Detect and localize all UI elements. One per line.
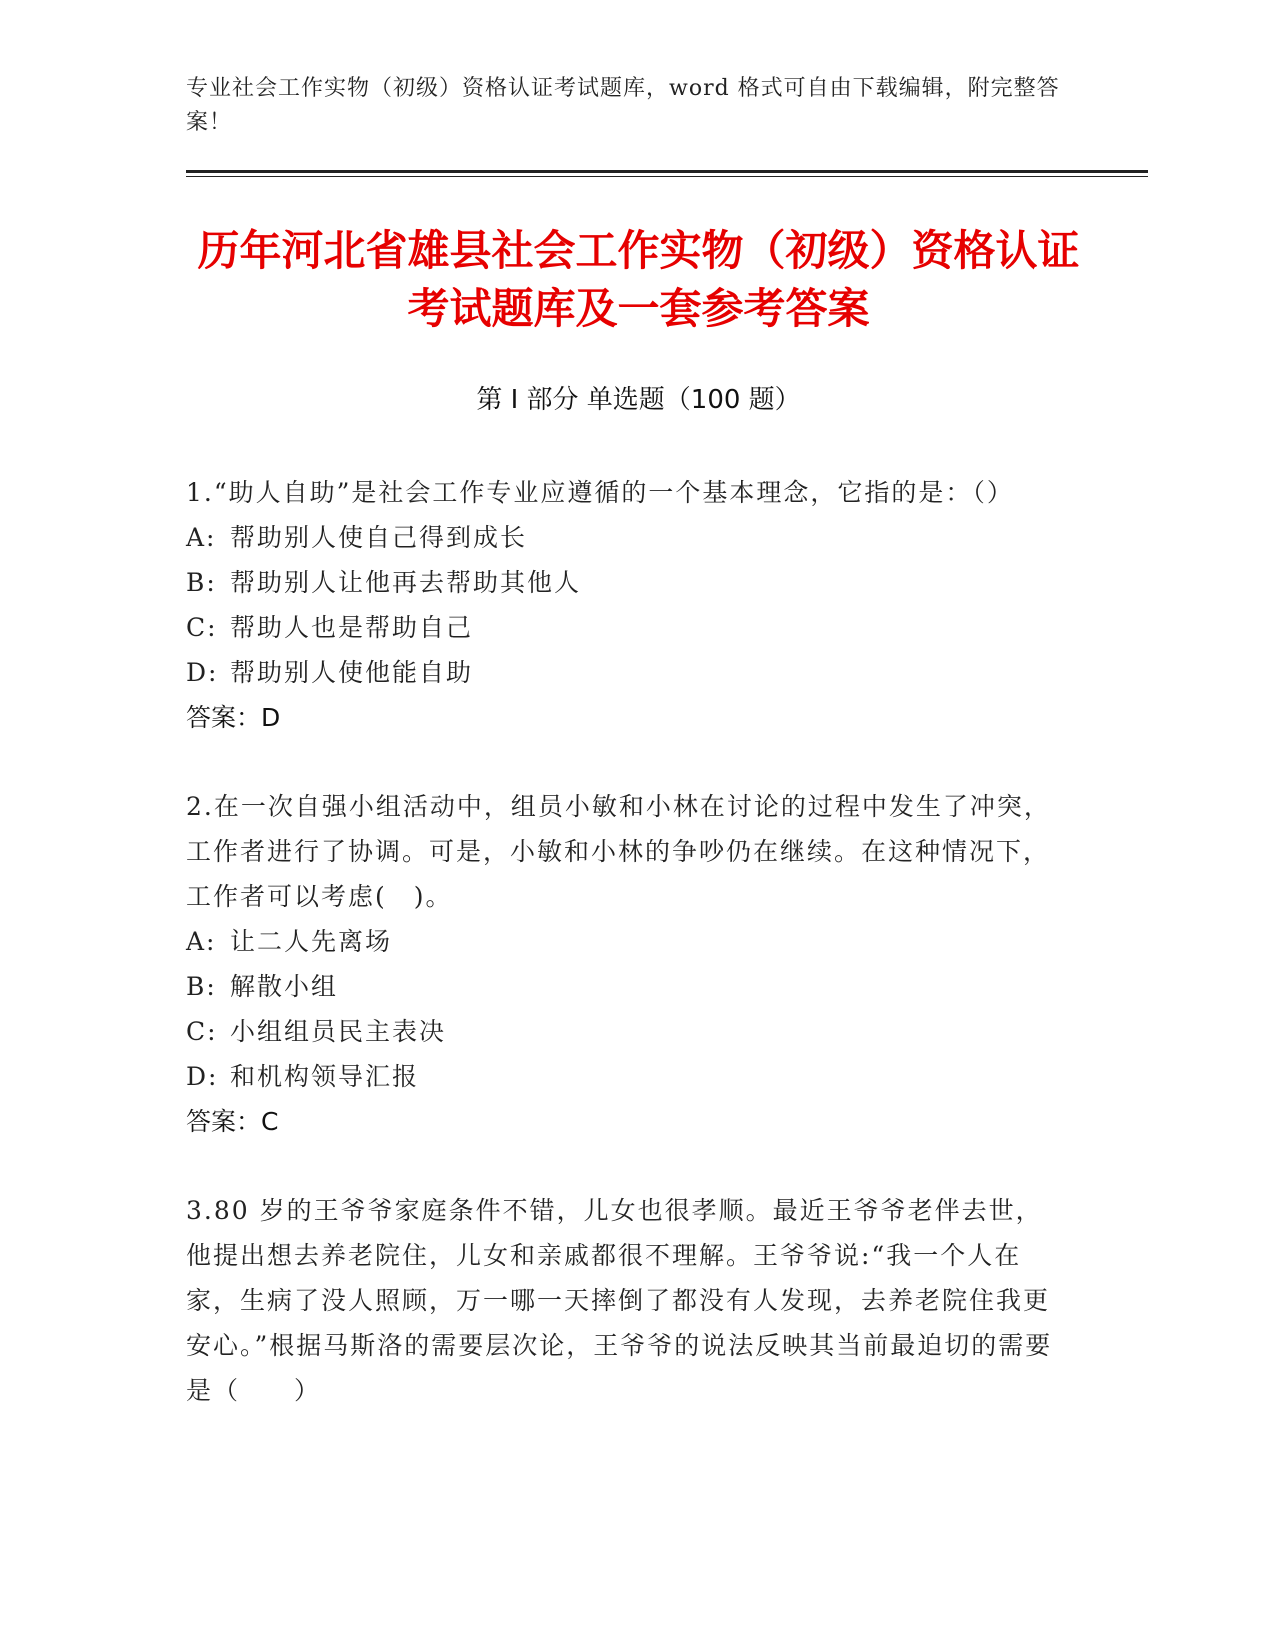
option-b xyxy=(186,964,1066,1009)
option-key: D: xyxy=(186,658,219,687)
question-stem: 2.在一次自强小组活动中，组员小敏和小林在讨论的过程中发生了冲突，工作者进行了协调。可是，小敏和小林的争吵仍在继续。在这种情况下，工作者可以考虑( )。 xyxy=(186,792,1051,911)
option-d xyxy=(186,650,1066,695)
answer-line: 答案：C xyxy=(186,1107,279,1136)
option-text: 解散小组 xyxy=(230,972,339,1001)
option-key: B: xyxy=(186,972,217,1001)
option-text: 让二人先离场 xyxy=(230,927,393,956)
header-rule-thick xyxy=(186,170,1148,173)
header-note: 专业社会工作实物（初级）资格认证考试题库，word 格式可自由下载编辑，附完整答案！ xyxy=(186,76,1060,135)
question-2 xyxy=(186,784,1066,1144)
question-3 xyxy=(186,1188,1066,1413)
document-title: 历年河北省雄县社会工作实物（初级）资格认证考试题库及一套参考答案 xyxy=(197,226,1080,333)
option-text: 帮助别人使自己得到成长 xyxy=(230,523,528,552)
option-d xyxy=(186,1054,1066,1099)
header-rule-thin xyxy=(186,176,1148,177)
option-key: D: xyxy=(186,1062,219,1091)
option-text: 帮助人也是帮助自己 xyxy=(230,613,474,642)
option-c xyxy=(186,605,1066,650)
option-key: C: xyxy=(186,1017,218,1046)
question-list xyxy=(186,470,1066,1457)
answer-line: 答案：D xyxy=(186,703,281,732)
option-a xyxy=(186,515,1066,560)
option-a xyxy=(186,919,1066,964)
option-text: 帮助别人让他再去帮助其他人 xyxy=(230,568,582,597)
option-key: A: xyxy=(186,927,217,956)
option-text: 小组组员民主表决 xyxy=(230,1017,447,1046)
option-key: A: xyxy=(186,523,217,552)
option-text: 帮助别人使他能自助 xyxy=(230,658,474,687)
question-stem: 3.80 岁的王爷爷家庭条件不错，儿女也很孝顺。最近王爷爷老伴去世，他提出想去养老院住，儿女和亲戚都很不理解。王爷爷说:“我一个人在家，生病了没人照顾，万一哪一天摔倒了都没有人发现，去养老院住我更安心。”根据马斯洛的需要层次论，王爷爷的说法反映其当前最迫切的需要是（ ） xyxy=(186,1196,1053,1405)
question-stem: 1.“助人自助”是社会工作专业应遵循的一个基本理念，它指的是：（） xyxy=(186,478,1014,507)
section-heading: 第 I 部分 单选题（100 题） xyxy=(476,385,801,415)
option-b xyxy=(186,560,1066,605)
option-key: C: xyxy=(186,613,218,642)
option-key: B: xyxy=(186,568,217,597)
question-1 xyxy=(186,470,1066,740)
option-c xyxy=(186,1009,1066,1054)
option-text: 和机构领导汇报 xyxy=(230,1062,420,1091)
